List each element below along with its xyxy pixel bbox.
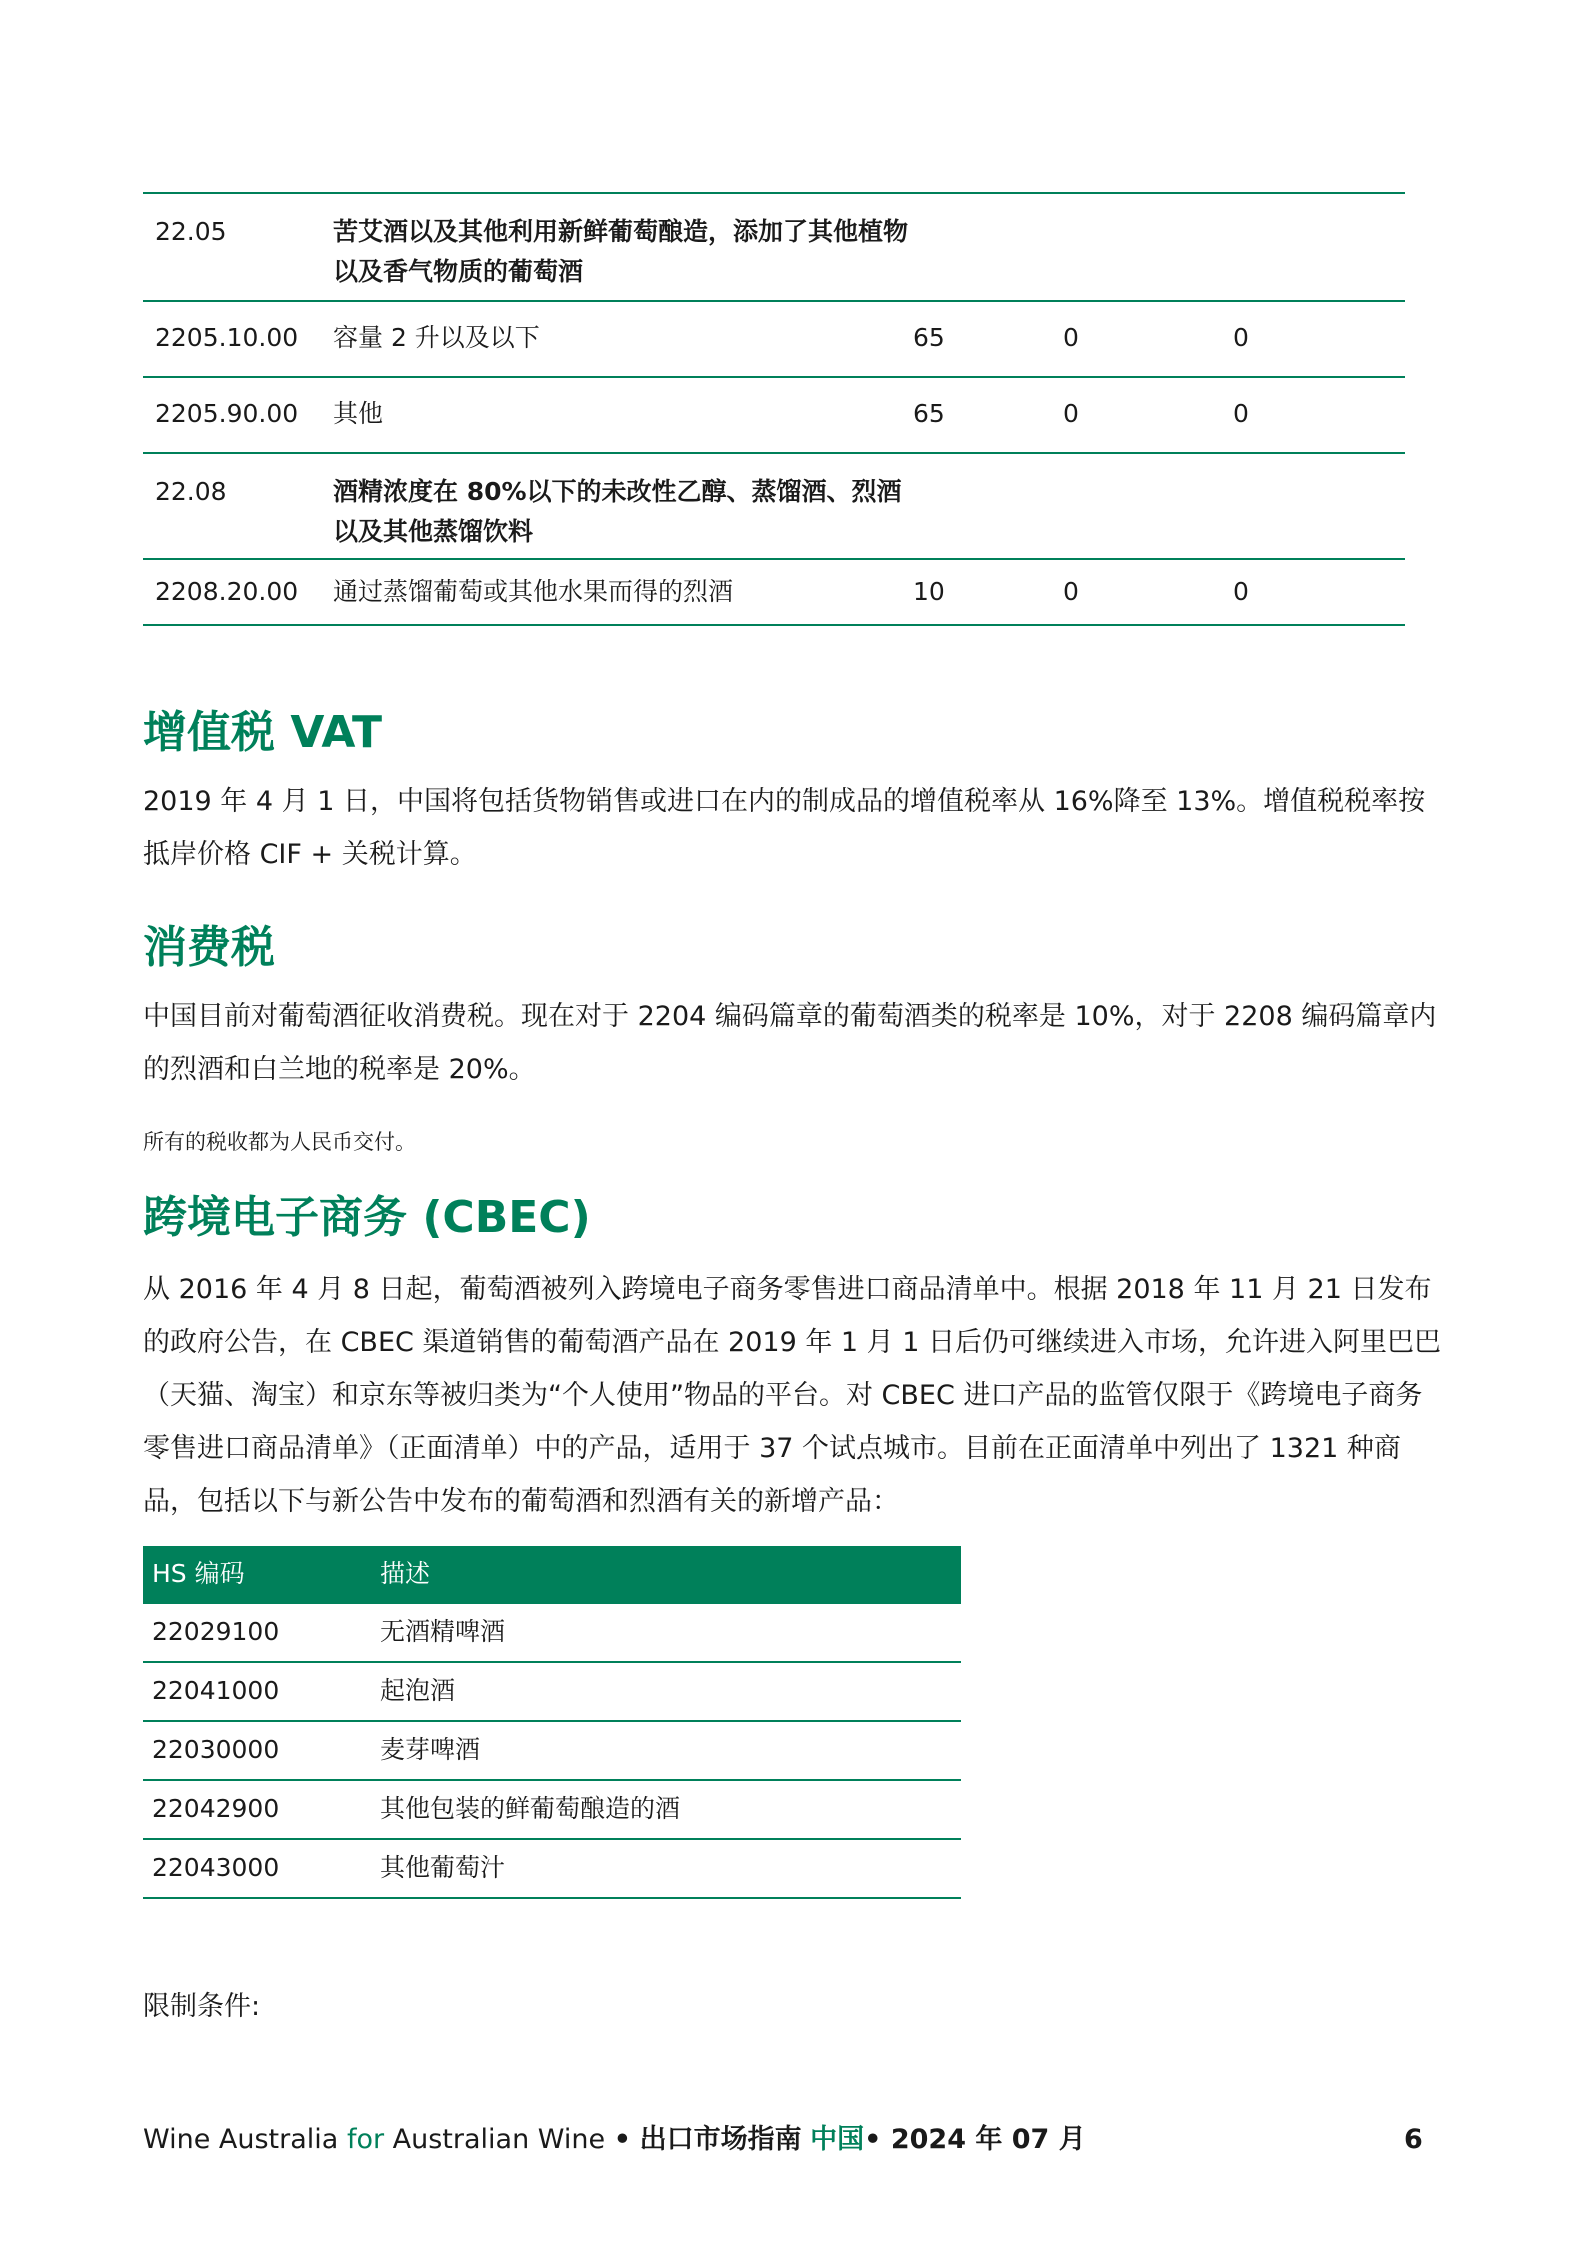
- hs-code: 22030000: [152, 1735, 280, 1764]
- hs-code: 22.08: [155, 477, 227, 506]
- rate-value: 65: [913, 399, 945, 428]
- footer-date: • 2024 年 07 月: [864, 2124, 1086, 2155]
- consumption-tax-heading: 消费税: [143, 922, 275, 973]
- footer-guide-title: 出口市场指南: [639, 2124, 802, 2155]
- table-header: [143, 1546, 961, 1604]
- footer-separator: •: [613, 2124, 631, 2155]
- table-row: [143, 1840, 961, 1899]
- hs-description: 容量 2 升以及以下: [333, 323, 540, 352]
- hs-code: 22043000: [152, 1853, 280, 1882]
- hs-code: 22029100: [152, 1617, 280, 1646]
- table-row: [143, 1722, 961, 1781]
- rate-value: 0: [1063, 399, 1079, 428]
- page-number: 6: [1404, 2124, 1423, 2155]
- footer-country: 中国: [810, 2124, 865, 2155]
- consumption-tax-paragraph: 中国目前对葡萄酒征收消费税。现在对于 2204 编码篇章的葡萄酒类的税率是 10%，对于 2208 编码篇章内的烈酒和白兰地的税率是 20%。: [143, 1001, 1437, 1085]
- table-row: [143, 192, 1405, 302]
- hs-description: 其他包装的鲜葡萄酿造的酒: [380, 1794, 681, 1823]
- hs-description: 其他葡萄汁: [380, 1853, 506, 1882]
- table-row: [143, 302, 1405, 378]
- cbec-heading: 跨境电子商务 (CBEC): [143, 1192, 591, 1243]
- footer-for: for: [346, 2124, 385, 2155]
- hs-description: 其他: [333, 399, 384, 428]
- rate-value: 0: [1233, 399, 1249, 428]
- hs-code: 22042900: [152, 1794, 280, 1823]
- hs-description: 通过蒸馏葡萄或其他水果而得的烈酒: [333, 577, 734, 606]
- rate-value: 0: [1063, 577, 1079, 606]
- currency-note: 所有的税收都为人民币交付。: [143, 1130, 416, 1154]
- hs-code: 2205.10.00: [155, 323, 299, 352]
- table-row: [143, 454, 1405, 560]
- footer-brand-tagline: Australian Wine: [392, 2124, 606, 2155]
- tariff-table: [143, 192, 1405, 626]
- hs-description: 无酒精啤酒: [380, 1617, 506, 1646]
- hs-code: 22041000: [152, 1676, 280, 1705]
- cbec-paragraph: 从 2016 年 4 月 8 日起，葡萄酒被列入跨境电子商务零售进口商品清单中。根据 2018 年 11 月 21 日发布的政府公告，在 CBEC 渠道销售的葡萄酒产品在 2019 年 1 月 1 日后仍可继续进入市场，允许进入阿里巴巴（天猫、淘宝）和京东等被归类为“个人使用”物品的平台。对 CBEC 进口产品的监管仅限于《跨境电子商务零售进口商品清单》（正面清单）中的产品，适用于 37 个试点城市。目前在正面清单中列出了 1321 种商品，包括以下与新公告中发布的葡萄酒和烈酒有关的新增产品：: [143, 1274, 1442, 1517]
- column-header-hs-code: HS 编码: [152, 1559, 245, 1588]
- rate-value: 0: [1233, 323, 1249, 352]
- rate-value: 0: [1063, 323, 1079, 352]
- table-row: [143, 560, 1405, 626]
- vat-heading: 增值税 VAT: [143, 707, 383, 758]
- hs-description: 起泡酒: [380, 1676, 456, 1705]
- hs-description: 酒精浓度在 80%以下的未改性乙醇、蒸馏酒、烈酒以及其他蒸馏饮料: [333, 477, 902, 546]
- hs-code: 2205.90.00: [155, 399, 299, 428]
- hs-code-table: [143, 1546, 961, 1899]
- vat-paragraph: 2019 年 4 月 1 日，中国将包括货物销售或进口在内的制成品的增值税率从 16%降至 13%。增值税税率按抵岸价格 CIF + 关税计算。: [143, 786, 1426, 870]
- rate-value: 0: [1233, 577, 1249, 606]
- hs-description: 麦芽啤酒: [380, 1735, 481, 1764]
- table-row: [143, 1663, 961, 1722]
- table-row: [143, 378, 1405, 454]
- hs-code: 2208.20.00: [155, 577, 299, 606]
- page-footer: [143, 2120, 1086, 2160]
- column-header-description: 描述: [380, 1559, 431, 1588]
- hs-description: 苦艾酒以及其他利用新鲜葡萄酿造，添加了其他植物以及香气物质的葡萄酒: [333, 217, 909, 286]
- rate-value: 65: [913, 323, 945, 352]
- restrictions-label: 限制条件:: [143, 1991, 261, 2022]
- rate-value: 10: [913, 577, 945, 606]
- table-row: [143, 1781, 961, 1840]
- table-row: [143, 1604, 961, 1663]
- footer-brand: Wine Australia: [143, 2124, 339, 2155]
- hs-code: 22.05: [155, 217, 227, 246]
